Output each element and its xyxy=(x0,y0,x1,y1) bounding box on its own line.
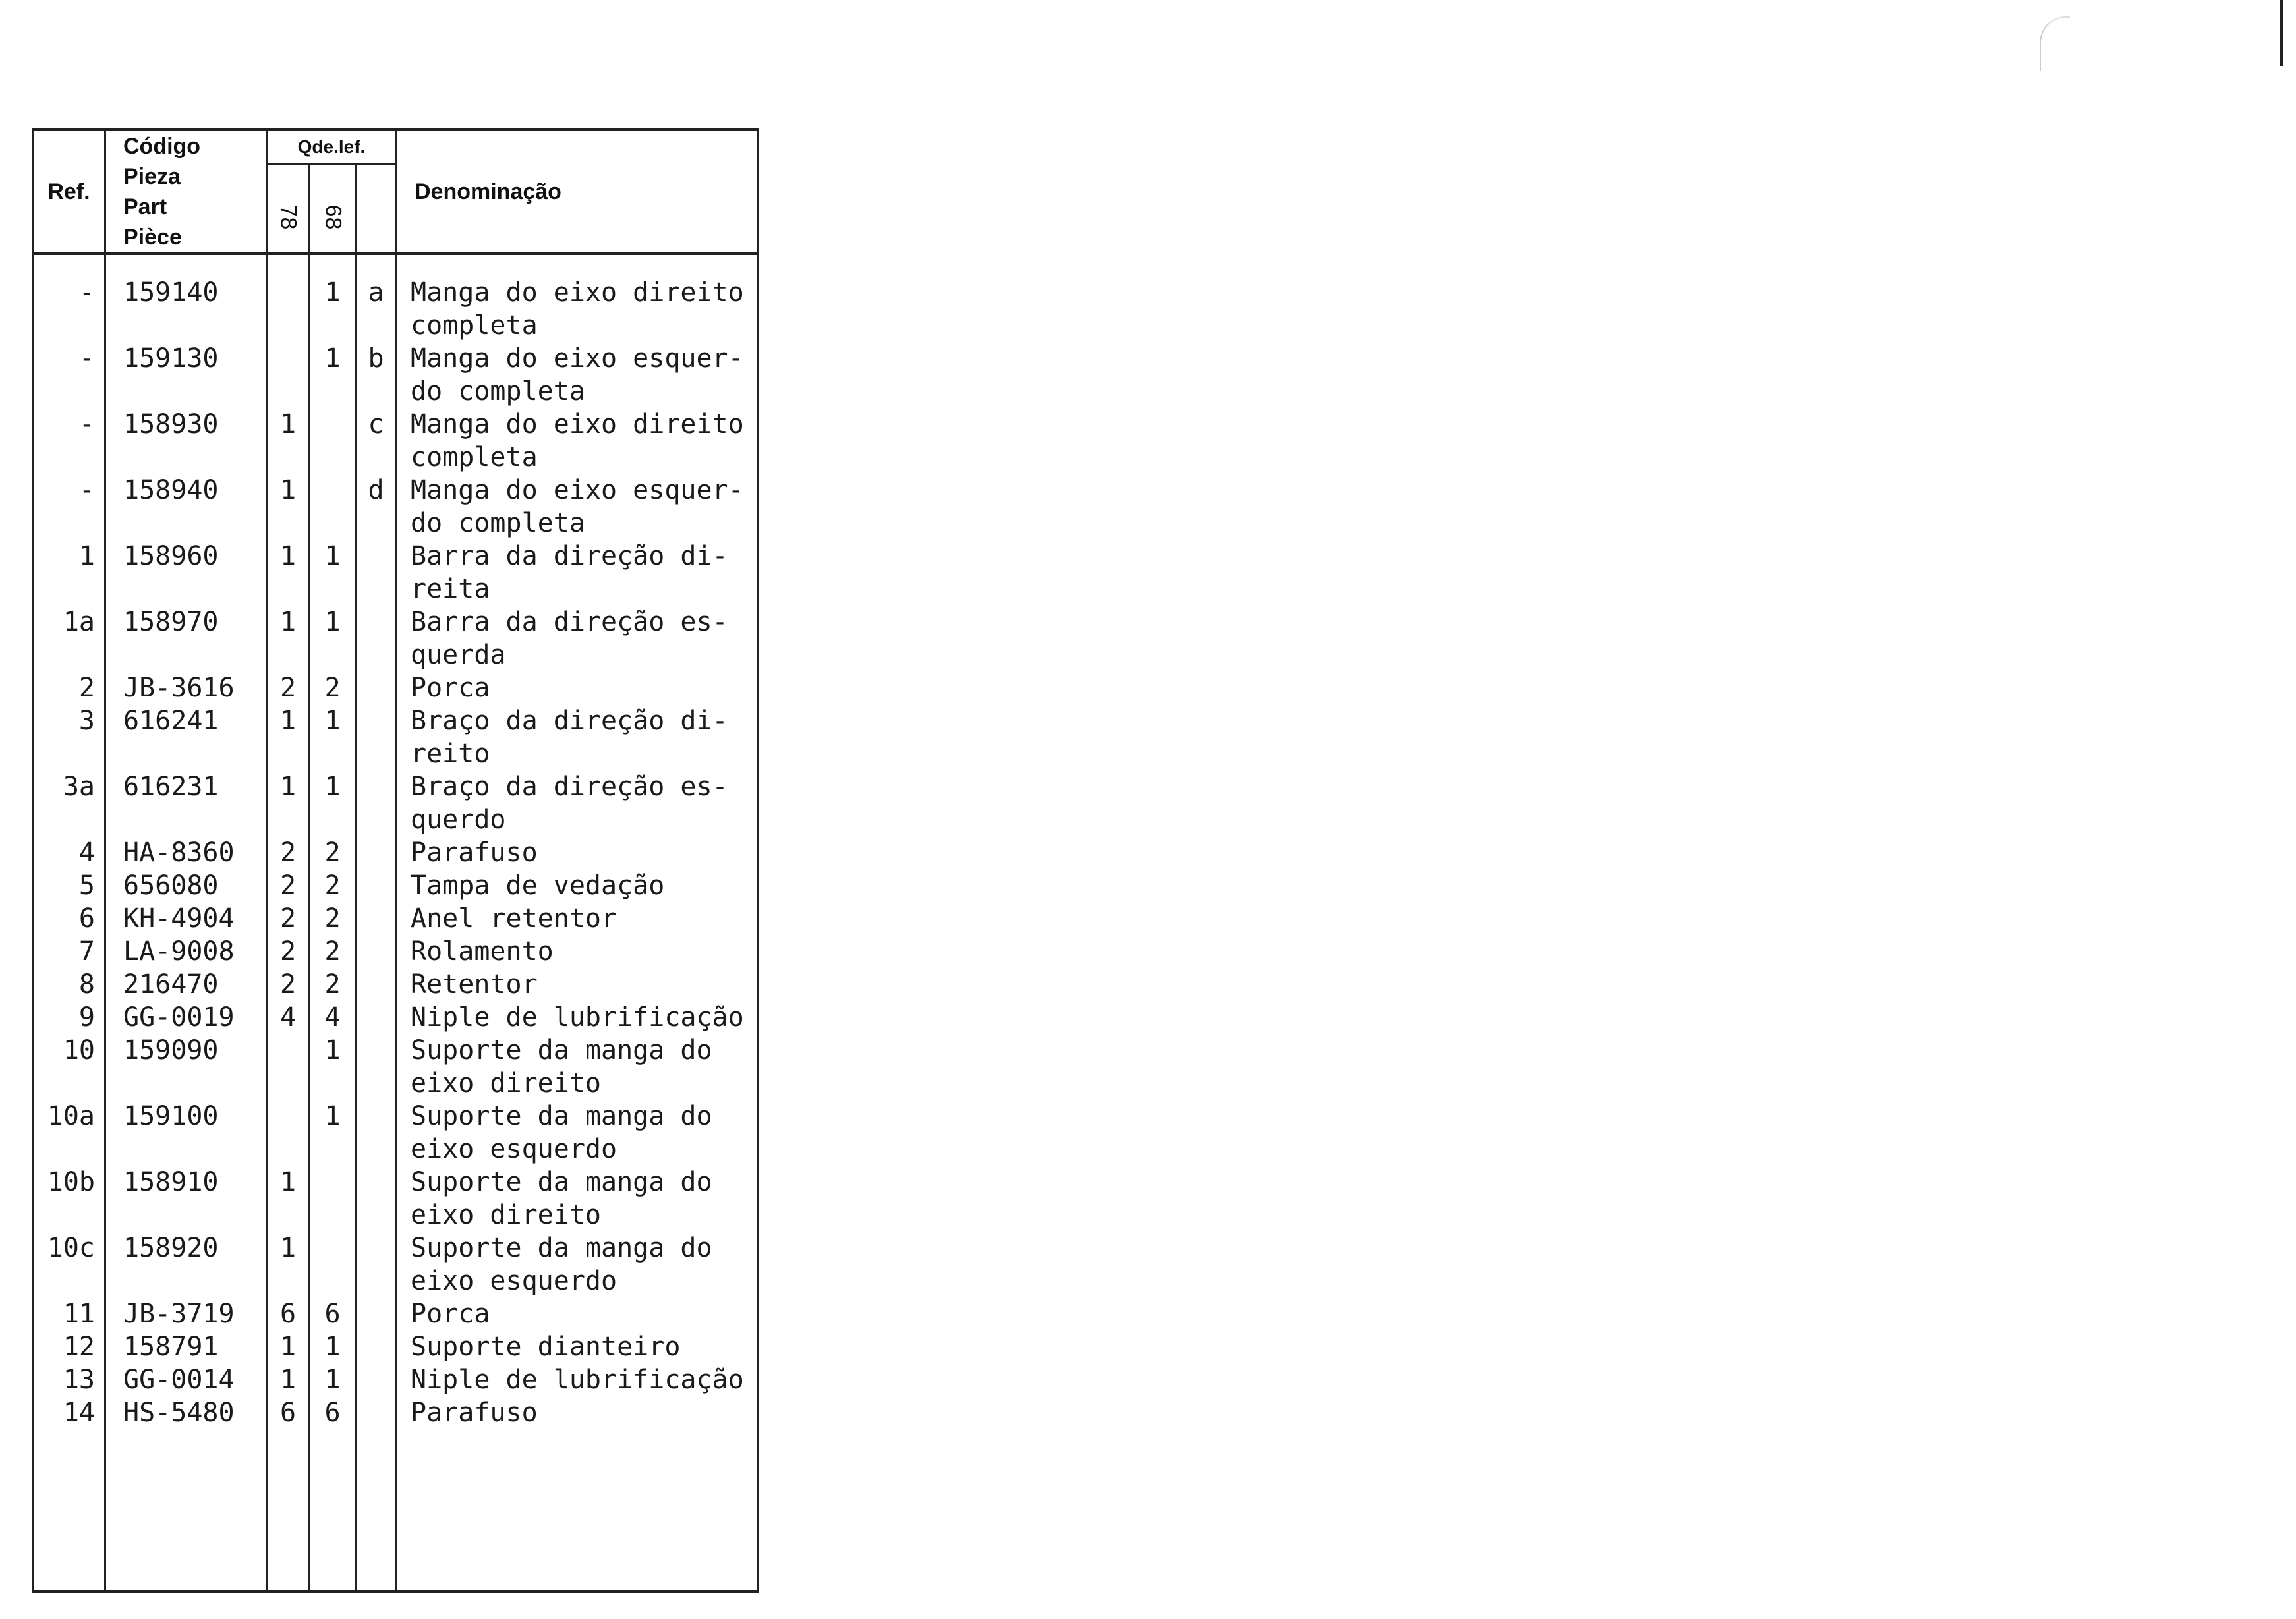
table-row xyxy=(33,671,758,704)
part-denomination: Porca xyxy=(397,1297,758,1330)
ref-header: Ref. xyxy=(33,130,105,254)
empty-cell xyxy=(105,1429,267,1591)
table-row xyxy=(33,704,758,770)
part-denomination: Manga do eixo esquer- do completa xyxy=(397,474,758,540)
part-ref: - xyxy=(33,474,105,540)
qty-68: 6 xyxy=(310,1297,356,1330)
qty-68 xyxy=(310,1232,356,1297)
table-row xyxy=(33,770,758,836)
part-denomination: Suporte da manga do eixo direito xyxy=(397,1034,758,1100)
variant-letter xyxy=(356,1396,397,1429)
qty-68: 1 xyxy=(310,540,356,606)
part-denomination: Barra da direção di- reita xyxy=(397,540,758,606)
part-code: 616231 xyxy=(105,770,267,836)
part-code: 656080 xyxy=(105,869,267,902)
part-code: 158960 xyxy=(105,540,267,606)
part-ref: 5 xyxy=(33,869,105,902)
code-header-line: Código xyxy=(123,134,201,159)
part-ref: 14 xyxy=(33,1396,105,1429)
variant-letter: d xyxy=(356,474,397,540)
part-code: 158920 xyxy=(105,1232,267,1297)
part-code: 158970 xyxy=(105,606,267,671)
page-edge-mark xyxy=(2280,0,2283,66)
code-header-line: Part xyxy=(123,194,167,219)
part-denomination: Suporte da manga do eixo esquerdo xyxy=(397,1232,758,1297)
part-code: 158791 xyxy=(105,1330,267,1363)
variant-letter xyxy=(356,704,397,770)
qty-78 xyxy=(267,1100,310,1166)
code-header xyxy=(105,130,267,254)
qty-68 xyxy=(310,1166,356,1232)
table-row xyxy=(33,254,758,342)
part-denomination: Manga do eixo esquer- do completa xyxy=(397,342,758,408)
scan-mark xyxy=(2040,16,2070,71)
part-ref: - xyxy=(33,342,105,408)
variant-letter xyxy=(356,1297,397,1330)
model-68-header xyxy=(310,164,356,254)
qty-68: 2 xyxy=(310,671,356,704)
variant-letter xyxy=(356,1034,397,1100)
variant-letter xyxy=(356,968,397,1001)
part-ref: 13 xyxy=(33,1363,105,1396)
part-code: 158930 xyxy=(105,408,267,474)
qty-78: 1 xyxy=(267,1166,310,1232)
table-row xyxy=(33,540,758,606)
part-ref: 4 xyxy=(33,836,105,869)
part-denomination: Braço da direção di- reito xyxy=(397,704,758,770)
qty-68: 1 xyxy=(310,1330,356,1363)
qty-78: 2 xyxy=(267,902,310,935)
part-code: GG-0014 xyxy=(105,1363,267,1396)
qty-68: 2 xyxy=(310,902,356,935)
part-denomination: Niple de lubrificação xyxy=(397,1363,758,1396)
model-78-label: 78 xyxy=(275,204,301,230)
part-ref: - xyxy=(33,254,105,342)
table-header xyxy=(33,130,758,254)
part-denomination: Rolamento xyxy=(397,935,758,968)
qty-78: 4 xyxy=(267,1001,310,1034)
variant-letter xyxy=(356,1330,397,1363)
variant-letter xyxy=(356,836,397,869)
qty-68: 1 xyxy=(310,1363,356,1396)
model-68-label: 68 xyxy=(320,204,345,230)
qty-68: 6 xyxy=(310,1396,356,1429)
qty-78: 1 xyxy=(267,408,310,474)
qty-68: 1 xyxy=(310,704,356,770)
variant-letter xyxy=(356,606,397,671)
part-code: 159090 xyxy=(105,1034,267,1100)
qty-78 xyxy=(267,1034,310,1100)
qty-78: 2 xyxy=(267,671,310,704)
table-row xyxy=(33,836,758,869)
qty-78: 2 xyxy=(267,836,310,869)
table-row xyxy=(33,869,758,902)
variant-letter: b xyxy=(356,342,397,408)
part-ref: - xyxy=(33,408,105,474)
part-code: JB-3616 xyxy=(105,671,267,704)
part-denomination: Manga do eixo direito completa xyxy=(397,408,758,474)
part-code: KH-4904 xyxy=(105,902,267,935)
part-ref: 1 xyxy=(33,540,105,606)
part-ref: 3 xyxy=(33,704,105,770)
part-code: 159140 xyxy=(105,254,267,342)
qty-78: 1 xyxy=(267,540,310,606)
part-denomination: Suporte da manga do eixo direito xyxy=(397,1166,758,1232)
variant-letter xyxy=(356,1001,397,1034)
part-code: 159130 xyxy=(105,342,267,408)
part-code: HA-8360 xyxy=(105,836,267,869)
qty-78: 6 xyxy=(267,1297,310,1330)
empty-cell xyxy=(397,1429,758,1591)
qty-78: 2 xyxy=(267,935,310,968)
part-code: 216470 xyxy=(105,968,267,1001)
variant-letter xyxy=(356,869,397,902)
part-ref: 2 xyxy=(33,671,105,704)
variant-letter xyxy=(356,1232,397,1297)
table-row xyxy=(33,1166,758,1232)
part-ref: 7 xyxy=(33,935,105,968)
table-row xyxy=(33,968,758,1001)
qty-78: 1 xyxy=(267,474,310,540)
part-ref: 3a xyxy=(33,770,105,836)
qty-68: 2 xyxy=(310,869,356,902)
table-row xyxy=(33,1330,758,1363)
qty-68 xyxy=(310,408,356,474)
qty-78: 1 xyxy=(267,1330,310,1363)
qty-68: 2 xyxy=(310,836,356,869)
part-ref: 12 xyxy=(33,1330,105,1363)
table-row xyxy=(33,1034,758,1100)
part-denomination: Porca xyxy=(397,671,758,704)
part-denomination: Parafuso xyxy=(397,1396,758,1429)
variant-letter: c xyxy=(356,408,397,474)
table-filler-row xyxy=(33,1429,758,1591)
qty-78: 1 xyxy=(267,770,310,836)
part-code: 616241 xyxy=(105,704,267,770)
table-row xyxy=(33,606,758,671)
code-header-line: Pièce xyxy=(123,225,182,250)
qty-68: 1 xyxy=(310,1034,356,1100)
qty-78: 1 xyxy=(267,606,310,671)
part-code: GG-0019 xyxy=(105,1001,267,1034)
code-header-line: Pieza xyxy=(123,164,181,189)
table-body xyxy=(33,254,758,1591)
quantity-group-header: Qde.lef. xyxy=(267,130,397,164)
qty-68: 1 xyxy=(310,342,356,408)
part-code: 159100 xyxy=(105,1100,267,1166)
part-ref: 10c xyxy=(33,1232,105,1297)
part-ref: 10a xyxy=(33,1100,105,1166)
part-ref: 10b xyxy=(33,1166,105,1232)
variant-letter: a xyxy=(356,254,397,342)
empty-cell xyxy=(267,1429,310,1591)
table-row xyxy=(33,935,758,968)
part-code: 158940 xyxy=(105,474,267,540)
variant-header xyxy=(356,164,397,254)
part-denomination: Suporte dianteiro xyxy=(397,1330,758,1363)
qty-78: 1 xyxy=(267,704,310,770)
qty-78: 1 xyxy=(267,1232,310,1297)
table-row xyxy=(33,1396,758,1429)
part-code: 158910 xyxy=(105,1166,267,1232)
part-ref: 9 xyxy=(33,1001,105,1034)
part-denomination: Braço da direção es- querdo xyxy=(397,770,758,836)
qty-68 xyxy=(310,474,356,540)
variant-letter xyxy=(356,935,397,968)
qty-68: 1 xyxy=(310,770,356,836)
variant-letter xyxy=(356,671,397,704)
qty-68: 2 xyxy=(310,968,356,1001)
table-row xyxy=(33,408,758,474)
qty-78: 2 xyxy=(267,968,310,1001)
qty-68: 2 xyxy=(310,935,356,968)
qty-68: 1 xyxy=(310,254,356,342)
table-row xyxy=(33,1232,758,1297)
empty-cell xyxy=(356,1429,397,1591)
empty-cell xyxy=(310,1429,356,1591)
table-row xyxy=(33,342,758,408)
empty-cell xyxy=(33,1429,105,1591)
variant-letter xyxy=(356,1363,397,1396)
table-row xyxy=(33,1001,758,1034)
variant-letter xyxy=(356,1100,397,1166)
part-denomination: Anel retentor xyxy=(397,902,758,935)
model-78-header xyxy=(267,164,310,254)
table-row xyxy=(33,1363,758,1396)
part-ref: 8 xyxy=(33,968,105,1001)
part-ref: 6 xyxy=(33,902,105,935)
table-row xyxy=(33,474,758,540)
part-denomination: Suporte da manga do eixo esquerdo xyxy=(397,1100,758,1166)
part-denomination: Manga do eixo direito completa xyxy=(397,254,758,342)
qty-78: 2 xyxy=(267,869,310,902)
variant-letter xyxy=(356,902,397,935)
qty-78 xyxy=(267,342,310,408)
table-row xyxy=(33,1297,758,1330)
variant-letter xyxy=(356,540,397,606)
qty-78: 1 xyxy=(267,1363,310,1396)
denomination-header: Denominação xyxy=(397,130,758,254)
part-code: HS-5480 xyxy=(105,1396,267,1429)
table-row xyxy=(33,1100,758,1166)
qty-68: 1 xyxy=(310,606,356,671)
part-denomination: Barra da direção es- querda xyxy=(397,606,758,671)
qty-68: 4 xyxy=(310,1001,356,1034)
qty-68: 1 xyxy=(310,1100,356,1166)
table-row xyxy=(33,902,758,935)
part-denomination: Retentor xyxy=(397,968,758,1001)
part-ref: 11 xyxy=(33,1297,105,1330)
qty-78 xyxy=(267,254,310,342)
variant-letter xyxy=(356,1166,397,1232)
part-ref: 10 xyxy=(33,1034,105,1100)
parts-table xyxy=(32,128,759,1593)
part-denomination: Parafuso xyxy=(397,836,758,869)
part-ref: 1a xyxy=(33,606,105,671)
part-denomination: Tampa de vedação xyxy=(397,869,758,902)
part-code: JB-3719 xyxy=(105,1297,267,1330)
variant-letter xyxy=(356,770,397,836)
part-code: LA-9008 xyxy=(105,935,267,968)
qty-78: 6 xyxy=(267,1396,310,1429)
part-denomination: Niple de lubrificação xyxy=(397,1001,758,1034)
